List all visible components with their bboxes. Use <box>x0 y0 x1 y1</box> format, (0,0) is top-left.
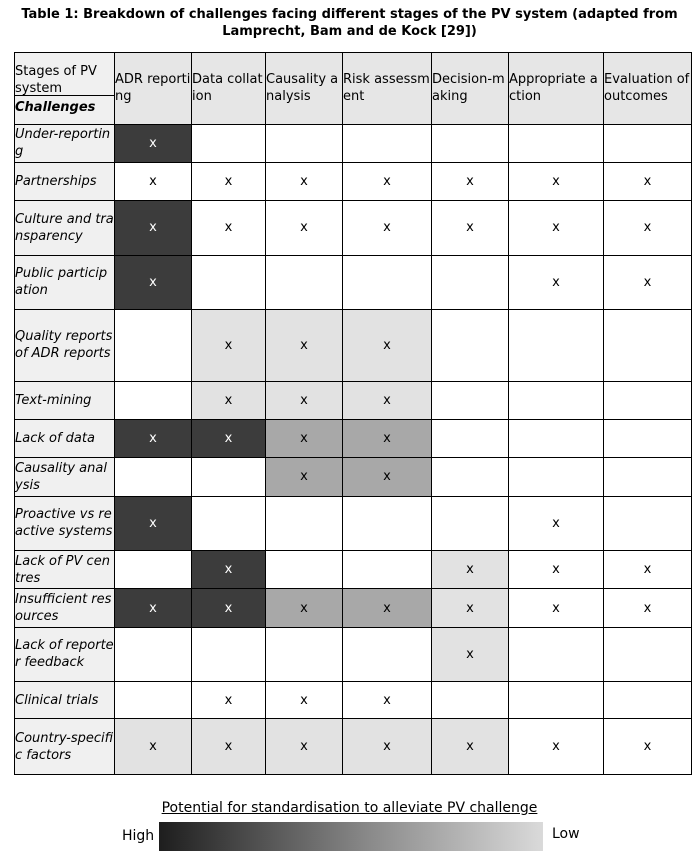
challenge-label: Public participation <box>15 255 115 309</box>
col-appropriate-action: Appropriate action <box>509 53 604 125</box>
challenge-label: Lack of data <box>15 420 115 458</box>
table-cell: x <box>343 420 432 458</box>
table-cell: x <box>509 201 604 255</box>
col-evaluation-of-outcomes: Evaluation of outcomes <box>604 53 692 125</box>
table-cell: x <box>343 310 432 382</box>
table-cell <box>266 124 343 162</box>
table-cell <box>266 551 343 589</box>
table-cell <box>432 124 509 162</box>
table-cell: x <box>343 682 432 719</box>
table-cell <box>604 420 692 458</box>
legend-title: Potential for standardisation to alleviate PV challenge <box>161 800 538 816</box>
challenge-label: Proactive vs reactive systems <box>15 496 115 550</box>
challenges-heading: Challenges <box>15 99 96 115</box>
table-cell <box>115 381 192 419</box>
table-cell <box>266 496 343 550</box>
table-cell <box>432 310 509 382</box>
table-cell: x <box>192 162 266 200</box>
challenge-label: Clinical trials <box>15 682 115 719</box>
table-cell <box>604 381 692 419</box>
table-cell <box>604 496 692 550</box>
corner-cell <box>15 53 115 125</box>
table-cell: x <box>115 420 192 458</box>
table-row <box>15 719 692 775</box>
col-causality-analysis: Causality analysis <box>266 53 343 125</box>
table-cell: x <box>432 589 509 627</box>
table-cell <box>192 124 266 162</box>
table-cell: x <box>604 162 692 200</box>
table-cell: x <box>192 551 266 589</box>
table-cell: x <box>115 496 192 550</box>
table-cell: x <box>509 255 604 309</box>
col-risk-assessment: Risk assessment <box>343 53 432 125</box>
table-cell: x <box>604 201 692 255</box>
table-cell <box>192 496 266 550</box>
legend-gradient-bar <box>159 822 543 851</box>
table-cell <box>343 627 432 681</box>
table-cell: x <box>192 381 266 419</box>
table-cell: x <box>192 589 266 627</box>
table-cell <box>509 310 604 382</box>
challenge-label: Under-reporting <box>15 124 115 162</box>
table-cell <box>432 496 509 550</box>
table-cell: x <box>343 719 432 775</box>
table-cell <box>604 682 692 719</box>
table-cell: x <box>115 124 192 162</box>
table-cell <box>343 255 432 309</box>
table-cell: x <box>266 420 343 458</box>
table-cell: x <box>509 719 604 775</box>
table-cell <box>509 381 604 419</box>
table-cell: x <box>192 719 266 775</box>
table-cell <box>604 310 692 382</box>
table-row <box>15 589 692 627</box>
table-cell: x <box>432 162 509 200</box>
table-cell <box>509 627 604 681</box>
table-cell <box>343 551 432 589</box>
stages-heading: Stages of PV system <box>15 61 115 96</box>
table-cell: x <box>192 420 266 458</box>
table-cell <box>604 458 692 496</box>
challenge-label: Partnerships <box>15 162 115 200</box>
table-cell: x <box>266 381 343 419</box>
table-cell <box>192 255 266 309</box>
table-cell <box>192 458 266 496</box>
table-cell: x <box>604 589 692 627</box>
col-decision-making: Decision-making <box>432 53 509 125</box>
table-cell <box>432 682 509 719</box>
table-cell <box>509 682 604 719</box>
table-caption: Table 1: Breakdown of challenges facing different stages of the PV system (adapted from Lamprecht, Bam and de Kock [29]) <box>21 7 678 39</box>
challenge-label: Text-mining <box>15 381 115 419</box>
table-cell: x <box>343 381 432 419</box>
table-cell: x <box>604 255 692 309</box>
table-cell <box>115 682 192 719</box>
table-cell: x <box>192 682 266 719</box>
table-row <box>15 310 692 382</box>
table-row <box>15 124 692 162</box>
header-row <box>15 53 692 125</box>
col-adr-reporting: ADR reporting <box>115 53 192 125</box>
table-cell: x <box>266 682 343 719</box>
table-cell: x <box>604 551 692 589</box>
table-cell: x <box>115 589 192 627</box>
table-cell: x <box>509 496 604 550</box>
table-cell <box>604 124 692 162</box>
table-cell: x <box>266 589 343 627</box>
table-cell <box>509 458 604 496</box>
table-cell: x <box>509 162 604 200</box>
table-cell: x <box>115 162 192 200</box>
table-cell <box>115 310 192 382</box>
table-cell <box>115 458 192 496</box>
table-cell: x <box>343 458 432 496</box>
table-row <box>15 201 692 255</box>
table-cell: x <box>604 719 692 775</box>
table-cell: x <box>432 201 509 255</box>
table-row <box>15 627 692 681</box>
table-cell: x <box>432 627 509 681</box>
table-cell: x <box>266 458 343 496</box>
table-cell: x <box>266 201 343 255</box>
table-row <box>15 682 692 719</box>
table-row <box>15 551 692 589</box>
table-cell <box>115 627 192 681</box>
table-cell <box>343 124 432 162</box>
table-cell: x <box>343 589 432 627</box>
challenge-label: Country-specific factors <box>15 719 115 775</box>
table-cell: x <box>266 310 343 382</box>
table-cell: x <box>266 162 343 200</box>
legend-low-label: Low <box>552 826 580 842</box>
table-cell <box>432 420 509 458</box>
challenge-label: Lack of reporter feedback <box>15 627 115 681</box>
table-cell: x <box>509 551 604 589</box>
table-cell: x <box>343 201 432 255</box>
table-cell: x <box>343 162 432 200</box>
table-cell <box>266 255 343 309</box>
table-cell <box>509 420 604 458</box>
table-cell: x <box>115 255 192 309</box>
col-data-collation: Data collation <box>192 53 266 125</box>
table-cell: x <box>192 201 266 255</box>
table-cell <box>432 458 509 496</box>
table-cell: x <box>509 589 604 627</box>
table-row <box>15 255 692 309</box>
table-cell: x <box>432 719 509 775</box>
challenges-table <box>14 52 692 775</box>
legend-high-label: High <box>122 828 155 844</box>
challenge-label: Causality analysis <box>15 458 115 496</box>
table-cell <box>432 381 509 419</box>
challenge-label: Lack of PV centres <box>15 551 115 589</box>
table-row <box>15 162 692 200</box>
table-cell <box>343 496 432 550</box>
table-cell: x <box>192 310 266 382</box>
table-row <box>15 458 692 496</box>
challenge-label: Insufficient resources <box>15 589 115 627</box>
table-cell: x <box>115 719 192 775</box>
table-cell <box>509 124 604 162</box>
challenge-label: Culture and transparency <box>15 201 115 255</box>
table-cell <box>266 627 343 681</box>
table-cell <box>432 255 509 309</box>
table-cell: x <box>266 719 343 775</box>
table-row <box>15 420 692 458</box>
table-cell <box>192 627 266 681</box>
table-row <box>15 381 692 419</box>
table-cell <box>604 627 692 681</box>
table-cell: x <box>432 551 509 589</box>
challenge-label: Quality reports of ADR reports <box>15 310 115 382</box>
table-cell: x <box>115 201 192 255</box>
table-cell <box>115 551 192 589</box>
table-row <box>15 496 692 550</box>
